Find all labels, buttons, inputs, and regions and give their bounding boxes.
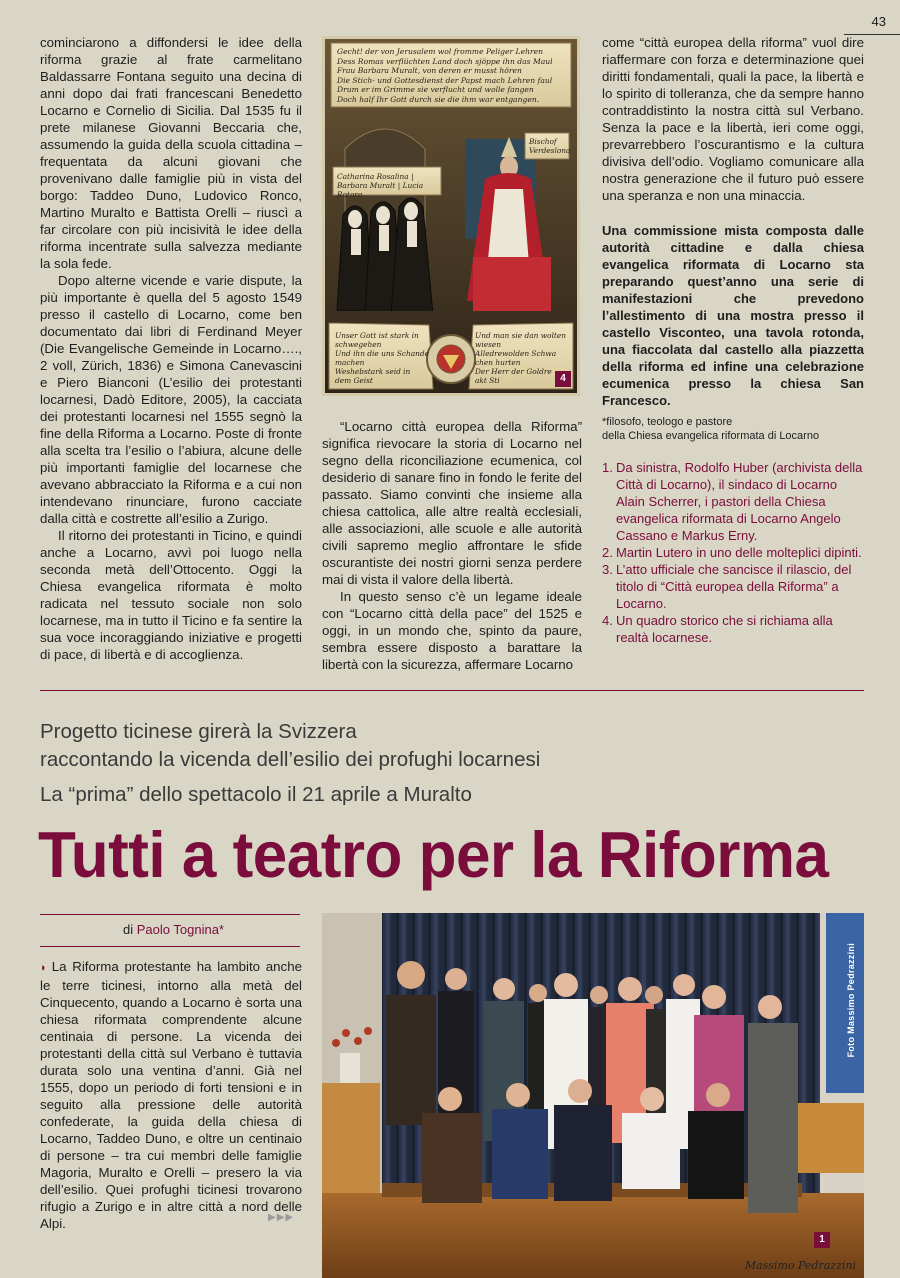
announcement-paragraph: Una commissione mista composta dalle autorità cittadine e dalla chiesa evangelica riformata di Locarno sta preparando quest’anno una serie di manifestazioni che prevedono l’allestimento di una mostra presso il castello Visconteo, una tavola rotonda, una fiaccolata dal castello alla piazzetta della riforma ed infine una celebrazione ecumenica presso la chiesa San Francesco. <box>602 223 864 408</box>
author-note-line: della Chiesa evangelica riformata di Locarno <box>602 430 820 442</box>
photo-captions <box>602 459 864 646</box>
painting-scroll-line: chen hurten <box>475 358 521 367</box>
author-note-line: *filosofo, teologo e pastore <box>602 416 733 428</box>
byline: di Paolo Tognina* <box>123 922 224 937</box>
painting-inscription-line: Doch half Ihr Gott durch sie die ihm war entgangen. <box>337 94 540 104</box>
historical-painting <box>322 36 580 396</box>
article-body <box>40 958 302 1232</box>
painting-scroll-line: Unser Gott ist stark in <box>335 331 419 340</box>
subheading-line: Progetto ticinese girerà la Svizzera <box>40 720 357 743</box>
painting-inscription-line: Gecht! der von Jerusalem wol fromme Peliger Lehren <box>337 47 544 56</box>
painting-scroll-line: schwegehen <box>335 340 382 349</box>
subheading-line: raccontando la vicenda dell’esilio dei profughi locarnesi <box>40 748 541 771</box>
author-note <box>602 415 864 443</box>
caption-item: 1. Da sinistra, Rodolfo Huber (archivista della Città di Locarno), il sindaco di Locarno Alain Scherrer, i pastori della Chiesa evangelica riformata di Locarno Angelo Cassano e Markus Erny. <box>602 460 863 543</box>
group-photo <box>322 913 864 1278</box>
painting-scroll-line: akt Sti <box>475 376 500 385</box>
article-column-3 <box>602 34 864 646</box>
figure-number-badge: 4 <box>555 371 571 387</box>
subheading-line: La “prima” dello spettacolo il 21 aprile a Muralto <box>40 783 472 806</box>
painting-scroll-line: Und man sie dan wolten <box>475 331 566 340</box>
painting-inscription-line: Die Stich- und Gottesdienst der Papst mach Lehren faul <box>337 75 553 85</box>
painting-inscription-line: Dess Romas verflüchten Land doch sjöppe ihn das Maul <box>337 56 553 66</box>
page-number: 43 <box>871 14 886 29</box>
painting-scroll-line: Alledrewolden Schwa <box>475 349 557 358</box>
painting-scroll-line: Der Herr der Goldre <box>475 367 552 376</box>
paragraph: ◗ La Riforma protestante ha lambito anche le terre ticinesi, intorno alla metà del Cinquecento, quando a Locarno è sorta una chiesa riformata comprendente alcune centinaia di persone. La vicenda dei protestanti della città sul Verbano è tuttavia durata solo una ventina d’anni. Già nel 1555, dopo un periodo di forti tensioni e in seguito alla pressione delle autorità confederate, la guida della chiesa di Locarno, Taddeo Duno, e oltre un centinaio di persone – tra cui membri delle famiglie Magoria, Muralto e Orelli – presero la via dell’esilio. Quei profughi ticinesi trovarono rifugio a Zurigo e in altre città a nord delle Alpi. <box>40 959 302 1231</box>
painting-scroll-line: machen <box>335 358 365 367</box>
author-name: Paolo Tognina* <box>136 922 224 937</box>
byline-box <box>40 914 300 947</box>
photographer-signature: Massimo Pedrazzini <box>744 1259 856 1272</box>
paragraph: cominciarono a diffondersi le idee della riforma grazie al frate carmelitano Baldassarre Fontana seguito una decina di anni dopo dai frati francescani Benedetto Locarno e Cornelio di Sicilia. Dal 1535 fu il prete milanese Giovanni Beccaria che, assumendo la guida della scuola cittadina – frequentata da alcuni giovani che provenivano dalle famiglie più in vista del borgo: Taddeo Duno, Ludovico Ronco, Martino Muralto e Battista Orelli – riuscì a far circolare con più incisività le idee della riforma incentrate sulla salvezza mediante la sola fede. <box>40 35 302 271</box>
painting-inscription-line: Drum er im Grimme sie verflucht und wolle fangen <box>337 85 534 95</box>
painting-scroll-line: wiesen <box>475 340 501 349</box>
painting-label-nuns: Catharina Rosalina | Barbara Muralt | Lucia Rotora <box>337 172 424 199</box>
painting-scroll-line: dem Geist <box>335 376 373 385</box>
article-column-2 <box>322 418 582 673</box>
photo-credit: Foto Massimo Pedrazzini <box>846 943 856 1058</box>
caption-item: 3. L’atto ufficiale che sancisce il rilascio, del titolo di “Città europea della Riforma” a Locarno. <box>602 562 852 611</box>
article-column-1 <box>40 34 302 663</box>
caption-item: 2. Martin Lutero in uno delle molteplici dipinti. <box>602 545 862 560</box>
article-title: Tutti a teatro per la Riforma <box>38 819 829 892</box>
figure-number-badge: 1 <box>814 1232 830 1248</box>
paragraph: Dopo alterne vicende e varie dispute, la più importante è quella del 5 agosto 1549 presso il castello di Locarno, come ben documentato dai libri di Ferdinand Meyer (Die Evangelische Gemeinde in Locarno…., 2 voll, Zürich, 1836) e Simona Canevascini e Piero Bianconi (L’esilio dei protestanti locarnesi, Dadò Editore, 2005), la cacciata dei protestanti locarnesi nel 1555 segnò la fine della Riforma a Locarno. Poste di fronte alla scelta tra l’esilio o l’abiura, alcune delle più importanti famiglie del locarnese che avevano abbracciato la Riforma e a cui non intendevano rinunciare, furono cacciate dalla città e costrette all’esilio a Zurigo. <box>40 273 302 526</box>
painting-scroll-line: Und ihn die uns Schande <box>335 349 430 358</box>
continue-arrows-icon: ▶▶▶ <box>268 1212 295 1223</box>
painting-label-bishop: Bischof Verdeslona <box>529 137 571 155</box>
section-divider <box>40 690 864 691</box>
painting-inscription-line: Frau Barbara Muralt, von deren er musst hören <box>337 66 522 76</box>
paragraph: Il ritorno dei protestanti in Ticino, e quindi anche a Locarno, avvì poi luogo nella seconda metà dell’Ottocento. Oggi la Chiesa evangelica riformata è molto radicata nel tessuto sociale non solo locarnese, ma in tutto il Ticino e fa sentire la sua voce incoraggiando iniziative e progetti di pace, di libertà e di accoglienza. <box>40 528 302 662</box>
paragraph: In questo senso c’è un legame ideale con “Locarno città della pace” del 1525 e oggi, in un mondo che, spinto da paure, sembra essere disposto a barattare la libertà con la sicurezza, affermare Locarno <box>322 589 582 672</box>
painting-scroll-line: Weshebstark seid in <box>335 367 411 376</box>
caption-item: 4. Un quadro storico che si richiama alla realtà locarnese. <box>602 613 833 645</box>
paragraph: come “città europea della riforma” vuol dire riaffermare con forza e determinazione quei diritti fondamentali, quali la pace, la libertà e lo spirito di tolleranza, che da sempre hanno contraddistinto la nostra città sul Verbano. Senza la pace e la libertà, ieri come oggi, prevarrebbero l’oscurantismo e la cultura divisiva dell’odio. Vogliamo comunicare alla nostra generazione che il futuro può essere una speranza e non una minaccia. <box>602 35 864 203</box>
paragraph-marker-icon: ◗ <box>40 962 52 974</box>
paragraph: “Locarno città europea della Riforma” significa rievocare la storia di Locarno nel segno della riconciliazione ecumenica, col desiderio di sanare fino in fondo le ferite del passato. Siamo convinti che insieme alla chiesa cattolica, alle altre realtà ecclesiali, alle associazioni, alle scuole e alle autorità civili sapremo meglio affrontare le sfide oscurantiste dei nostri giorni senza perdere mai di vista il valore della libertà. <box>322 419 582 587</box>
